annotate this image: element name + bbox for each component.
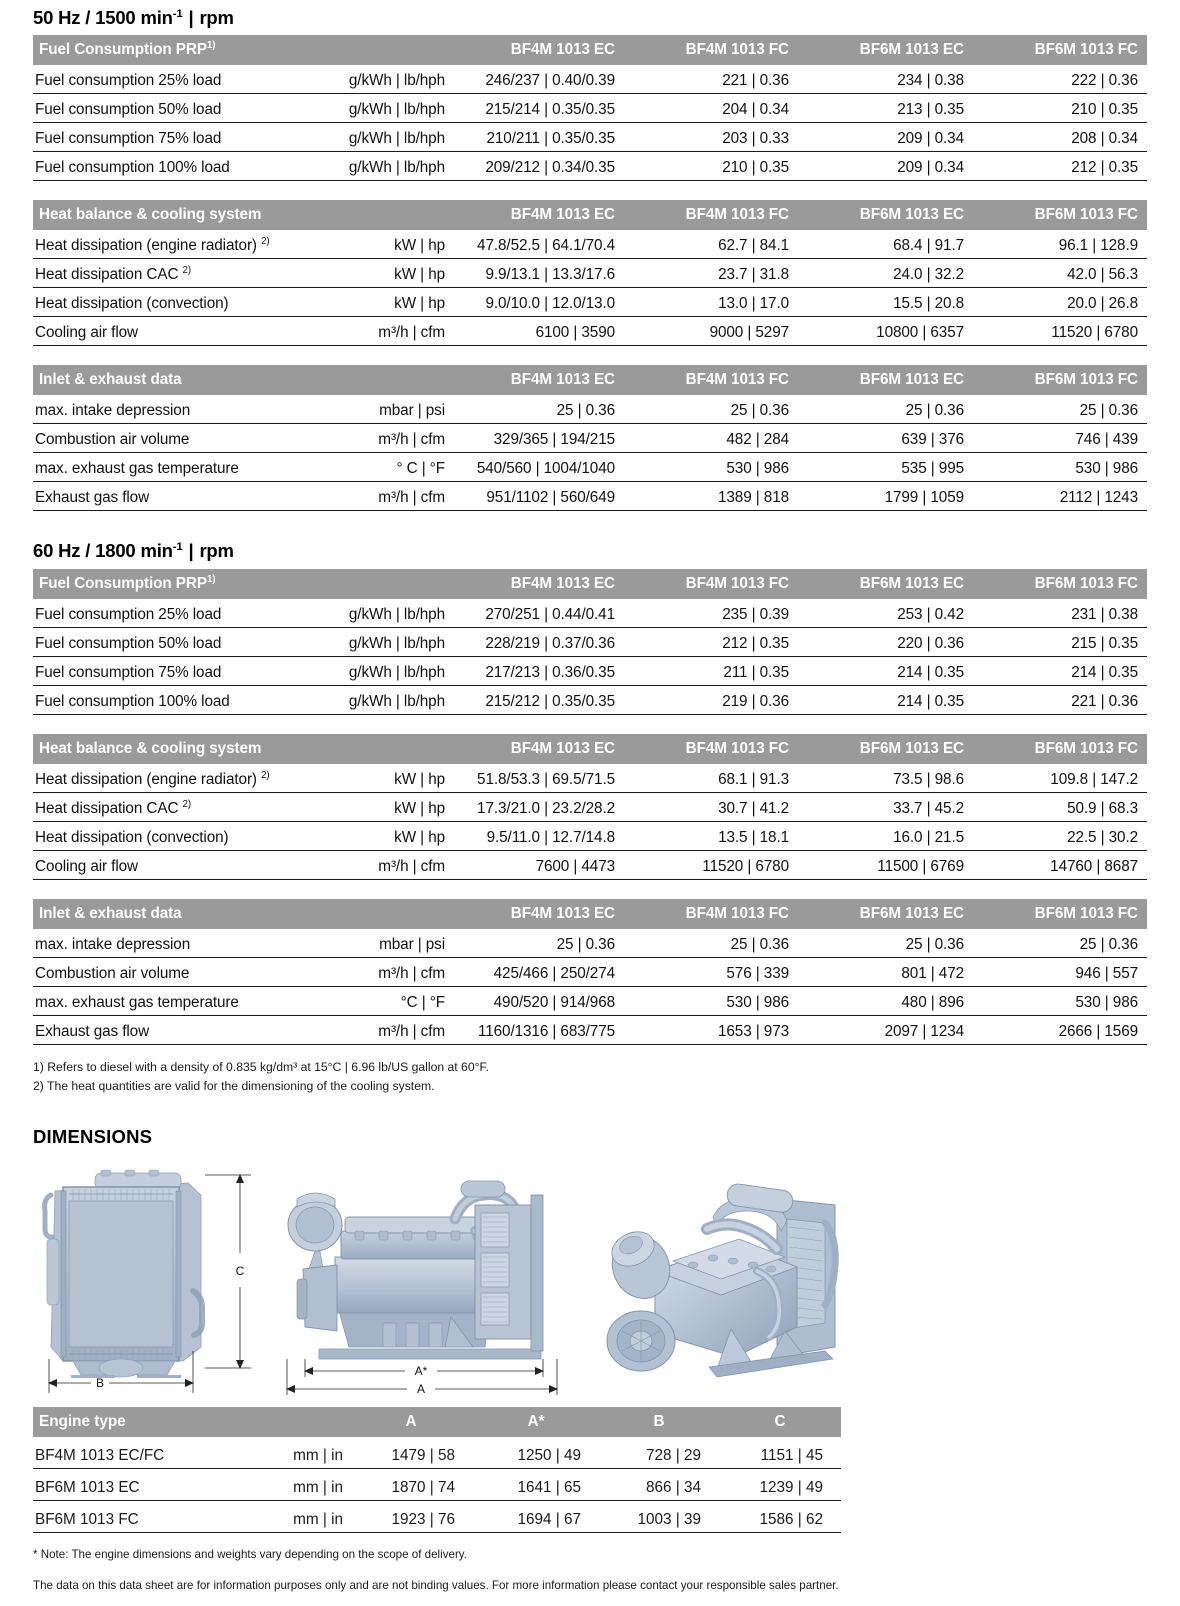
row-unit: g/kWh | lb/hph (321, 685, 449, 714)
cell-value: 22.5 | 30.2 (973, 821, 1147, 850)
cell-value: 234 | 0.38 (798, 65, 973, 94)
cell-value: 480 | 896 (798, 986, 973, 1015)
cell-value: 15.5 | 20.8 (798, 288, 973, 317)
cell-value: 96.1 | 128.9 (973, 230, 1147, 259)
cell-value: 211 | 0.35 (624, 656, 798, 685)
engine-type-name: BF6M 1013 EC (33, 1468, 249, 1500)
column-header-bf6m-ec: BF6M 1013 EC (859, 739, 965, 757)
row-label-sup: 2) (182, 798, 192, 810)
row-unit: m³/h | cfm (321, 482, 449, 511)
cell-value-a: 1479 | 58 (349, 1437, 473, 1469)
table-row (33, 764, 1147, 793)
row-label: Fuel consumption 50% load (33, 627, 321, 656)
cell-value: 16.0 | 21.5 (798, 821, 973, 850)
cell-value: 6100 | 3590 (449, 317, 624, 346)
row-label-sup: 2) (261, 769, 270, 781)
cell-value: 25 | 0.36 (798, 929, 973, 958)
engine-isometric-view-svg (589, 1161, 869, 1396)
column-header-bf4m-ec: BF4M 1013 EC (510, 739, 616, 757)
table-inlet-exhaust-50hz (33, 365, 1147, 511)
table-header-row (33, 734, 1147, 764)
row-label-text: Heat dissipation (engine radiator) (35, 770, 257, 788)
column-header-bf4m-fc: BF4M 1013 FC (685, 41, 789, 59)
row-label: max. exhaust gas temperature (33, 986, 321, 1015)
spacer (33, 511, 1147, 541)
cell-value-b: 728 | 29 (599, 1437, 719, 1469)
cell-value: 208 | 0.34 (973, 123, 1147, 152)
table-dimensions (33, 1407, 841, 1533)
row-label: Fuel consumption 75% load (33, 123, 321, 152)
cell-value-b: 866 | 34 (599, 1468, 719, 1500)
table-header-row (33, 35, 1147, 65)
engine-front-view-drawing (33, 1161, 283, 1406)
cell-value: 209 | 0.34 (798, 123, 973, 152)
engine-isometric-view-drawing (589, 1161, 869, 1401)
row-label: Fuel consumption 100% load (33, 152, 321, 181)
cell-value: 220 | 0.36 (798, 627, 973, 656)
cell-value: 1389 | 818 (624, 482, 798, 511)
cell-value: 951/1102 | 560/649 (449, 482, 624, 511)
table-row (33, 395, 1147, 424)
cell-value: 25 | 0.36 (449, 929, 624, 958)
cell-value: 540/560 | 1004/1040 (449, 453, 624, 482)
table-header-row (33, 569, 1147, 599)
row-label: Fuel consumption 25% load (33, 599, 321, 628)
cell-value: 203 | 0.33 (624, 123, 798, 152)
column-header-title (33, 35, 449, 65)
pipe-separator: | (188, 7, 194, 28)
row-label: Cooling air flow (33, 850, 321, 879)
row-unit: kW | hp (321, 259, 449, 288)
column-header-title-sup: 1) (206, 40, 216, 52)
dimension-label-c: C (235, 1263, 245, 1278)
cell-value: 25 | 0.36 (973, 929, 1147, 958)
cell-value: 639 | 376 (798, 424, 973, 453)
cell-value: 530 | 986 (624, 986, 798, 1015)
cell-value: 9.5/11.0 | 12.7/14.8 (449, 821, 624, 850)
cell-value-a-star: 1694 | 67 (473, 1500, 599, 1532)
engine-side-view-svg (279, 1161, 579, 1401)
spacer (33, 880, 1147, 899)
cell-value: 231 | 0.38 (973, 599, 1147, 628)
column-header-title-text: Heat balance & cooling system (39, 206, 262, 224)
cell-value: 2097 | 1234 (798, 1015, 973, 1044)
cell-value: 246/237 | 0.40/0.39 (449, 65, 624, 94)
cell-value-a-star: 1250 | 49 (473, 1437, 599, 1469)
table-row (33, 685, 1147, 714)
table-row (33, 424, 1147, 453)
column-header-bf6m-ec: BF6M 1013 EC (859, 41, 964, 59)
table-row (33, 986, 1147, 1015)
table-inlet-exhaust-60hz (33, 899, 1147, 1045)
engine-type-name: BF6M 1013 FC (33, 1500, 249, 1532)
row-label: Cooling air flow (33, 317, 321, 346)
row-label: Heat dissipation (convection) (33, 288, 321, 317)
row-unit: kW | hp (321, 230, 449, 259)
row-unit: m³/h | cfm (321, 957, 449, 986)
footnote-2: 2) The heat quantities are valid for the dimensioning of the cooling system. (33, 1078, 435, 1093)
engine-drawings (33, 1161, 1147, 1401)
cell-value-b: 1003 | 39 (599, 1500, 719, 1532)
table-row (33, 1015, 1147, 1044)
cell-value-c: 1239 | 49 (719, 1468, 841, 1500)
table-header-row (33, 200, 1147, 230)
table-row (33, 656, 1147, 685)
row-unit: g/kWh | lb/hph (321, 656, 449, 685)
cell-value: 10800 | 6357 (798, 317, 973, 346)
cell-value: 228/219 | 0.37/0.36 (449, 627, 624, 656)
cell-value: 25 | 0.36 (449, 395, 624, 424)
cell-value: 25 | 0.36 (624, 929, 798, 958)
cell-value: 221 | 0.36 (973, 685, 1147, 714)
cell-value: 221 | 0.36 (624, 65, 798, 94)
table-heat-balance-60hz (33, 734, 1147, 880)
dimensions-heading: DIMENSIONS (33, 1125, 153, 1147)
cell-value: 2112 | 1243 (973, 482, 1147, 511)
cell-value: 329/365 | 194/215 (449, 424, 624, 453)
column-header-bf6m-fc: BF6M 1013 FC (1034, 574, 1138, 592)
column-header-bf4m-fc: BF4M 1013 FC (685, 371, 790, 389)
row-unit: kW | hp (321, 288, 449, 317)
cell-value: 213 | 0.35 (798, 94, 973, 123)
cell-value: 1160/1316 | 683/775 (449, 1015, 624, 1044)
cell-value: 530 | 986 (973, 453, 1147, 482)
cell-value: 11520 | 6780 (973, 317, 1147, 346)
cell-value: 23.7 | 31.8 (624, 259, 798, 288)
cell-value: 17.3/21.0 | 23.2/28.2 (449, 792, 624, 821)
row-label: Fuel consumption 25% load (33, 65, 321, 94)
dimension-label-b: B (95, 1375, 105, 1390)
column-header-bf6m-fc: BF6M 1013 FC (1034, 739, 1139, 757)
cell-value: 209 | 0.34 (798, 152, 973, 181)
row-unit: m³/h | cfm (321, 850, 449, 879)
table-fuel-consumption-50hz (33, 35, 1147, 181)
cell-value: 50.9 | 68.3 (973, 792, 1147, 821)
row-label-sup: 2) (182, 265, 192, 277)
cell-value: 62.7 | 84.1 (624, 230, 798, 259)
section-title-50hz-tail: rpm (199, 7, 234, 28)
cell-value: 13.5 | 18.1 (624, 821, 798, 850)
cell-value: 746 | 439 (973, 424, 1147, 453)
cell-value: 217/213 | 0.36/0.35 (449, 656, 624, 685)
column-header-bf4m-fc: BF4M 1013 FC (685, 739, 790, 757)
cell-value: 576 | 339 (624, 957, 798, 986)
section-title-50hz (33, 8, 1147, 28)
pipe-separator: | (188, 540, 194, 562)
cell-value: 1653 | 973 (624, 1015, 798, 1044)
column-header-title-text: Fuel Consumption PRP (39, 574, 207, 592)
cell-value-a: 1870 | 74 (349, 1468, 473, 1500)
table-row (33, 152, 1147, 181)
table-row (33, 792, 1147, 821)
cell-value: 270/251 | 0.44/0.41 (449, 599, 624, 628)
column-header-bf6m-fc: BF6M 1013 FC (1034, 904, 1139, 922)
row-unit: kW | hp (321, 821, 449, 850)
column-header-b: B (653, 1412, 665, 1430)
section-title-50hz-text: 50 Hz / 1500 min (33, 7, 173, 28)
cell-value: 25 | 0.36 (798, 395, 973, 424)
cell-value: 235 | 0.39 (624, 599, 798, 628)
cell-value: 42.0 | 56.3 (973, 259, 1147, 288)
column-header-bf4m-ec: BF4M 1013 EC (510, 371, 616, 389)
table-row (33, 1468, 841, 1500)
row-label: Exhaust gas flow (33, 1015, 321, 1044)
table-heat-balance-50hz (33, 200, 1147, 346)
dimension-label-a: A (416, 1381, 426, 1396)
column-header-bf6m-fc: BF6M 1013 FC (1034, 371, 1139, 389)
cell-value-a: 1923 | 76 (349, 1500, 473, 1532)
engine-type-name: BF4M 1013 EC/FC (33, 1437, 249, 1469)
table-row (33, 850, 1147, 879)
table-row (33, 65, 1147, 94)
row-label: Fuel consumption 100% load (33, 685, 321, 714)
table-header-row (33, 899, 1147, 929)
table-row (33, 627, 1147, 656)
column-header-bf4m-fc: BF4M 1013 FC (685, 574, 789, 592)
row-unit: mm | in (249, 1437, 349, 1469)
cell-value: 9000 | 5297 (624, 317, 798, 346)
row-label (33, 764, 321, 793)
cell-value: 214 | 0.35 (798, 656, 973, 685)
cell-value: 13.0 | 17.0 (624, 288, 798, 317)
cell-value: 530 | 986 (973, 986, 1147, 1015)
column-header-bf4m-fc: BF4M 1013 FC (685, 904, 790, 922)
column-header-bf6m-ec: BF6M 1013 EC (859, 904, 965, 922)
column-header-bf6m-ec: BF6M 1013 EC (859, 206, 965, 224)
row-unit: ° C | °F (321, 453, 449, 482)
cell-value: 33.7 | 45.2 (798, 792, 973, 821)
cell-value: 73.5 | 98.6 (798, 764, 973, 793)
row-unit: g/kWh | lb/hph (321, 152, 449, 181)
cell-value: 47.8/52.5 | 64.1/70.4 (449, 230, 624, 259)
cell-value: 11520 | 6780 (624, 850, 798, 879)
table-row (33, 94, 1147, 123)
row-label: Fuel consumption 75% load (33, 656, 321, 685)
row-unit: mbar | psi (321, 929, 449, 958)
cell-value: 24.0 | 32.2 (798, 259, 973, 288)
section-title-60hz (33, 541, 1147, 561)
cell-value: 25 | 0.36 (624, 395, 798, 424)
column-header-bf6m-ec: BF6M 1013 EC (859, 574, 964, 592)
cell-value: 535 | 995 (798, 453, 973, 482)
cell-value: 9.9/13.1 | 13.3/17.6 (449, 259, 624, 288)
cell-value: 222 | 0.36 (973, 65, 1147, 94)
row-label: Heat dissipation (convection) (33, 821, 321, 850)
row-unit: m³/h | cfm (321, 317, 449, 346)
row-label (33, 230, 321, 259)
cell-value: 30.7 | 41.2 (624, 792, 798, 821)
row-unit: kW | hp (321, 792, 449, 821)
row-unit: mm | in (249, 1468, 349, 1500)
spacer (33, 346, 1147, 365)
row-unit: g/kWh | lb/hph (321, 65, 449, 94)
row-label: max. intake depression (33, 929, 321, 958)
cell-value: 68.4 | 91.7 (798, 230, 973, 259)
cell-value: 7600 | 4473 (449, 850, 624, 879)
column-header-engine-type: Engine type (39, 1412, 126, 1430)
section-title-60hz-sup: -1 (172, 541, 183, 554)
cell-value: 215 | 0.35 (973, 627, 1147, 656)
row-unit: kW | hp (321, 764, 449, 793)
table-row (33, 957, 1147, 986)
cell-value: 14760 | 8687 (973, 850, 1147, 879)
row-unit: m³/h | cfm (321, 424, 449, 453)
column-header-bf6m-fc: BF6M 1013 FC (1034, 206, 1139, 224)
table-row (33, 123, 1147, 152)
column-header-title (33, 569, 449, 599)
cell-value: 20.0 | 26.8 (973, 288, 1147, 317)
row-label (33, 259, 321, 288)
cell-value: 9.0/10.0 | 12.0/13.0 (449, 288, 624, 317)
column-header-bf4m-fc: BF4M 1013 FC (685, 206, 790, 224)
column-header-title (33, 200, 449, 230)
column-header-bf4m-ec: BF4M 1013 EC (510, 206, 616, 224)
table-row (33, 259, 1147, 288)
spacer (33, 715, 1147, 734)
section-title-50hz-sup: -1 (172, 7, 183, 20)
row-label: Fuel consumption 50% load (33, 94, 321, 123)
row-label-text: Heat dissipation CAC (35, 266, 179, 284)
table-row (33, 482, 1147, 511)
row-unit: mbar | psi (321, 395, 449, 424)
cell-value: 25 | 0.36 (973, 395, 1147, 424)
row-unit: g/kWh | lb/hph (321, 123, 449, 152)
cell-value: 215/214 | 0.35/0.35 (449, 94, 624, 123)
cell-value: 210 | 0.35 (973, 94, 1147, 123)
table-row (33, 821, 1147, 850)
cell-value: 214 | 0.35 (798, 685, 973, 714)
table-row (33, 929, 1147, 958)
cell-value: 215/212 | 0.35/0.35 (449, 685, 624, 714)
cell-value: 253 | 0.42 (798, 599, 973, 628)
table-row (33, 1500, 841, 1532)
cell-value: 210/211 | 0.35/0.35 (449, 123, 624, 152)
row-label: Combustion air volume (33, 957, 321, 986)
column-header-title: Heat balance & cooling system (39, 739, 262, 757)
column-header-title-text: Fuel Consumption PRP (39, 41, 207, 59)
table-header-row (33, 1407, 841, 1437)
table-row (33, 288, 1147, 317)
row-unit: mm | in (249, 1500, 349, 1532)
cell-value: 204 | 0.34 (624, 94, 798, 123)
row-label-text: Heat dissipation CAC (35, 799, 179, 817)
cell-value: 482 | 284 (624, 424, 798, 453)
row-label: Combustion air volume (33, 424, 321, 453)
table-row (33, 599, 1147, 628)
column-header-title: Inlet & exhaust data (39, 904, 182, 922)
column-header-bf4m-ec: BF4M 1013 EC (510, 904, 616, 922)
cell-value: 209/212 | 0.34/0.35 (449, 152, 624, 181)
row-unit: °C | °F (321, 986, 449, 1015)
table-header-row (33, 365, 1147, 395)
cell-value: 51.8/53.3 | 69.5/71.5 (449, 764, 624, 793)
column-header-a-star: A* (527, 1412, 545, 1430)
row-unit: g/kWh | lb/hph (321, 627, 449, 656)
footnotes (33, 1058, 1147, 1096)
note-disclaimer: The data on this data sheet are for information purposes only and are not binding values. For more information please contact your responsible sales partner. (33, 1578, 839, 1592)
cell-value-a-star: 1641 | 65 (473, 1468, 599, 1500)
cell-value: 214 | 0.35 (973, 656, 1147, 685)
row-unit: m³/h | cfm (321, 1015, 449, 1044)
cell-value: 1799 | 1059 (798, 482, 973, 511)
cell-value: 946 | 557 (973, 957, 1147, 986)
column-header-title: Inlet & exhaust data (39, 371, 182, 389)
cell-value: 801 | 472 (798, 957, 973, 986)
dimension-label-a-star: A* (414, 1363, 428, 1378)
row-label: max. intake depression (33, 395, 321, 424)
cell-value: 425/466 | 250/274 (449, 957, 624, 986)
cell-value: 530 | 986 (624, 453, 798, 482)
column-header-a: A (405, 1412, 417, 1430)
spacer (33, 181, 1147, 200)
column-header-bf4m-ec: BF4M 1013 EC (510, 41, 615, 59)
row-label: Exhaust gas flow (33, 482, 321, 511)
section-title-60hz-tail: rpm (199, 540, 234, 562)
table-row (33, 453, 1147, 482)
table-fuel-consumption-60hz (33, 569, 1147, 715)
engine-side-view-drawing (279, 1161, 579, 1406)
column-header-bf6m-ec: BF6M 1013 EC (859, 371, 965, 389)
column-header-c: C (774, 1412, 786, 1430)
cell-value: 68.1 | 91.3 (624, 764, 798, 793)
section-title-60hz-text: 60 Hz / 1800 min (33, 540, 173, 562)
cell-value: 212 | 0.35 (973, 152, 1147, 181)
cell-value-c: 1151 | 45 (719, 1437, 841, 1469)
row-label-sup: 2) (261, 236, 270, 248)
cell-value: 212 | 0.35 (624, 627, 798, 656)
column-header-bf4m-ec: BF4M 1013 EC (510, 574, 615, 592)
row-label: max. exhaust gas temperature (33, 453, 321, 482)
note-star: * Note: The engine dimensions and weights vary depending on the scope of delivery. (33, 1547, 467, 1561)
row-label (33, 792, 321, 821)
cell-value-c: 1586 | 62 (719, 1500, 841, 1532)
cell-value: 11500 | 6769 (798, 850, 973, 879)
cell-value: 219 | 0.36 (624, 685, 798, 714)
column-header-title-sup: 1) (206, 573, 216, 585)
engine-front-view-svg (33, 1161, 283, 1401)
row-unit: g/kWh | lb/hph (321, 599, 449, 628)
table-row (33, 317, 1147, 346)
cell-value: 210 | 0.35 (624, 152, 798, 181)
table-row (33, 1437, 841, 1469)
column-header-bf6m-fc: BF6M 1013 FC (1034, 41, 1138, 59)
footnote-1: 1) Refers to diesel with a density of 0.835 kg/dm³ at 15°C | 6.96 lb/US gallon at 60°F. (33, 1059, 489, 1074)
row-unit: g/kWh | lb/hph (321, 94, 449, 123)
cell-value: 490/520 | 914/968 (449, 986, 624, 1015)
table-row (33, 230, 1147, 259)
cell-value: 109.8 | 147.2 (973, 764, 1147, 793)
cell-value: 2666 | 1569 (973, 1015, 1147, 1044)
bottom-notes (33, 1544, 1147, 1597)
row-label-text: Heat dissipation (engine radiator) (35, 237, 257, 255)
